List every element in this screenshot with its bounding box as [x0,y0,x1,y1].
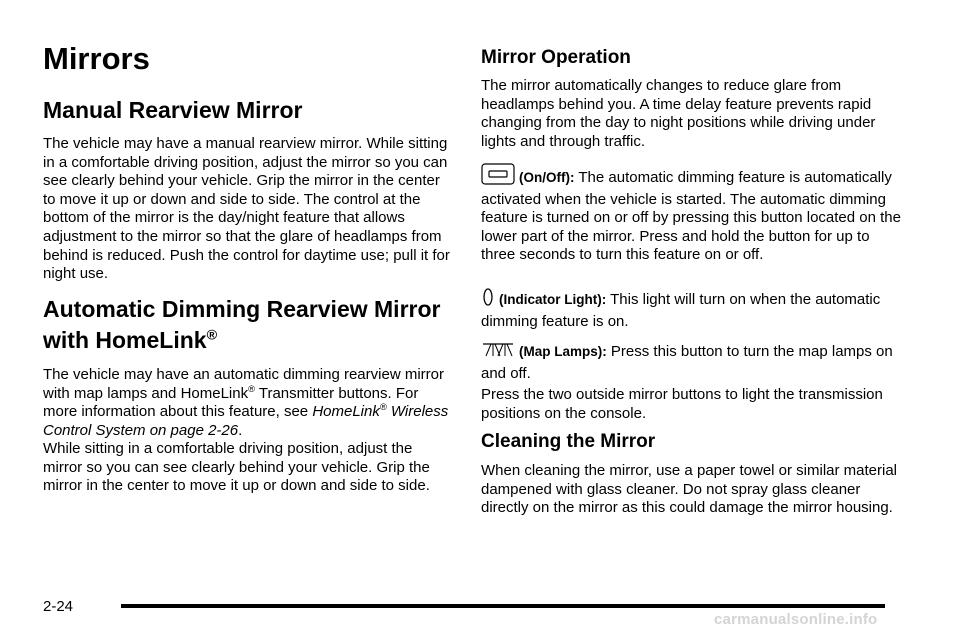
xref-text-b: Wireless Control System on page 2-26 [43,403,449,439]
auto-dimming-heading-line1: Automatic Dimming Rearview Mirror [43,296,441,322]
map-lamps-icon [481,341,515,365]
auto-dimming-heading [43,294,440,356]
footer-rule [121,604,885,608]
map-lamps-text: Press this button to turn the map lamps on and off. [481,343,893,382]
auto-dimming-heading-line2: with HomeLink [43,327,207,353]
on-off-button-icon [481,163,515,191]
map-lamps-description [481,341,901,383]
auto-intro-text-b: Transmitter buttons. For more information about this feature, see [43,384,419,421]
watermark: carmanualsonline.info [714,611,878,628]
auto-dimming-adjust: While sitting in a comfortable driving position, adjust the mirror so you can see clearly behind your vehicle. Grip the mirror in the center to move it up or down and side to side. [43,440,430,495]
cleaning-body: When cleaning the mirror, use a paper towel or similar material dampened with glass cleaner. Do not spray glass cleaner directly on the mirror as this could damage the mirror housing. [481,462,898,517]
manual-mirror-body: The vehicle may have a manual rearview mirror. While sitting in a comfortable driving position, adjust the mirror so you can see clearly behind your vehicle. Grip the mirror in the center to move it up or down and side to side. The control at the bottom of the mirror is the day/night feature that allows adjustment to the mirror so that the glare of headlamps from behind is reduced. Push the control for daytime use; pull it for night use. [43,135,450,283]
page-title: Mirrors [43,41,150,76]
page-number: 2-24 [43,598,74,615]
auto-intro-text-a: The vehicle may have an automatic dimming rearview mirror with map lamps and HomeLink [43,366,444,402]
indicator-light-icon [481,287,495,313]
sentence-end: . [238,421,243,439]
map-lamps-label: (Map Lamps): [519,344,607,359]
registered-mark: ® [379,402,387,413]
indicator-text: This light will turn on when the automatic dimming feature is on. [481,291,881,330]
registered-mark: ® [248,383,255,394]
manual-mirror-heading: Manual Rearview Mirror [43,97,303,123]
on-off-label: (On/Off): [519,170,575,185]
mirror-operation-intro: The mirror automatically changes to reduce glare from headlamps behind you. A time delay feature prevents rapid changing from the day to night positions while driving under lights and through traffic. [481,77,876,150]
xref-text-a: HomeLink [312,403,380,421]
indicator-description [481,287,901,331]
indicator-label: (Indicator Light): [499,292,607,307]
registered-mark: ® [206,327,218,344]
cleaning-heading: Cleaning the Mirror [481,431,656,452]
on-off-text: The automatic dimming feature is automatically activated when the vehicle is started. The automatic dimming feature is turned on or off by pressing this button located on the lower part of the mirror. Press and hold the button for up to three seconds to turn this feature on or off. [481,169,901,264]
auto-dimming-intro [43,366,453,440]
outside-mirror-buttons: Press the two outside mirror buttons to light the transmission positions on the console. [481,386,883,422]
on-off-description [481,163,901,265]
mirror-operation-heading: Mirror Operation [481,47,631,68]
